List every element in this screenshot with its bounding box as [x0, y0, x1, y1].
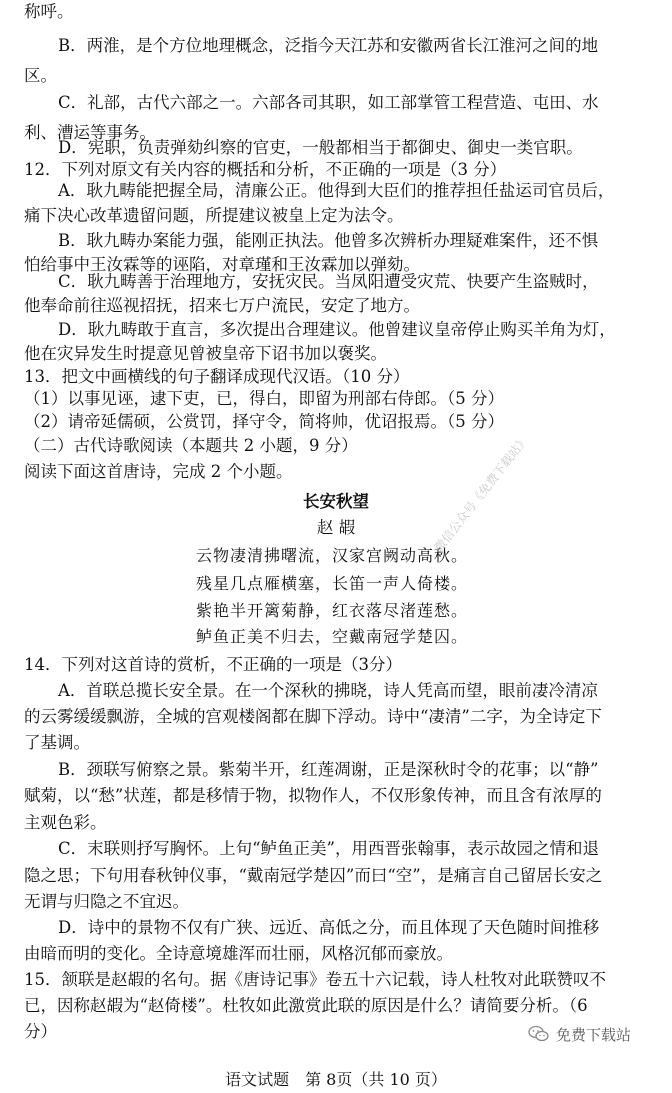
text-line: 的云雾缓缓飘游，全城的宫观楼阁都在脚下浮动。诗中“凄清”二字，为全诗定下 — [24, 707, 602, 726]
q13-part-1: （1）以事见诬，逮下吏，已，得白，即留为刑部右侍郎。（5 分） — [24, 389, 504, 408]
watermark-diagonal: 微信公众号《免费下载站》 — [431, 432, 532, 555]
option-b-line: B．两淮，是个方位地理概念，泛指今天江苏和安徽两省长江淮河之间的地 — [58, 36, 599, 55]
text-line: 了基调。 — [24, 733, 90, 752]
page-footer: 语文试题 第 8页（共 10 页） — [225, 1070, 447, 1089]
text-line: 他奉命前往巡视招抚，招来七万户流民，安定了地方。 — [24, 296, 420, 315]
poem-line: 紫艳半开篱菊静，红衣落尽渚莲愁。 — [196, 601, 469, 620]
option-d-line: D．耿九畴敢于直言，多次提出合理建议。他曾建议皇帝停止购买羊角为灯， — [58, 320, 616, 339]
option-a-line: A．首联总揽长安全景。在一个深秋的拂晓，诗人凭高而望，眼前凄冷清凉 — [58, 681, 598, 700]
watermark-brand — [528, 1023, 631, 1045]
question-12: 12．下列对原文有关内容的概括和分析，不正确的一项是（3 分） — [24, 160, 507, 179]
text-line: 称呼。 — [24, 2, 74, 21]
question-15: 15．颔联是赵嘏的名句。据《唐诗记事》卷五十六记载，诗人杜牧对此联赞叹不 — [24, 970, 606, 989]
poem-line: 云物凄清拂曙流，汉家宫阙动高秋。 — [196, 546, 469, 565]
text-line: 赋菊，以“愁”状莲，都是移情于物，拟物作人，不仅形象传神，而且含有浓厚的 — [24, 786, 602, 805]
text-line: 区。 — [24, 66, 57, 85]
text-line: 隐之思；下句用春秋钟仪事，“戴南冠学楚囚”而曰“空”，是痛言自己留居长安之 — [24, 866, 603, 885]
option-d-line: D．诗中的景物不仅有广狭、远近、高低之分，而且体现了天色随时间推移 — [58, 918, 600, 937]
text-line: 已，因称赵嘏为“赵倚楼”。杜牧如此激赏此联的原因是什么？请简要分析。（6 — [24, 996, 588, 1015]
question-13: 13．把文中画横线的句子翻译成现代汉语。（10 分） — [24, 367, 410, 386]
option-c-line: C．礼部，古代六部之一。六部各司其职，如工部掌管工程营造、屯田、水 — [58, 93, 599, 112]
q13-part-2: （2）请帝延儒硕，公赏罚，择守令，简将帅，优诏报焉。（5 分） — [24, 412, 504, 431]
poem-author: 赵 嘏 — [316, 518, 356, 537]
option-b-line: B．颈联写俯察之景。紫菊半开，红莲凋谢，正是深秋时令的花事；以“静” — [58, 760, 599, 779]
text-line: 分） — [24, 1022, 57, 1041]
option-a-line: A．耿九畴能把握全局，清廉公正。他得到大臣们的推荐担任盐运司官员后， — [58, 181, 615, 200]
poem-line: 鲈鱼正美不归去，空戴南冠学楚囚。 — [196, 627, 469, 646]
option-b-line: B．耿九畴办案能力强，能刚正执法。他曾多次辨析办理疑难案件，还不惧 — [58, 231, 599, 250]
text-line: 怕给事中王汝霖等的诬陷，对章瑾和王汝霖加以弹劾。 — [24, 255, 420, 274]
text-line: 利、漕运等事务。 — [24, 123, 156, 142]
text-line: 他在灾异发生时提意见曾被皇帝下诏书加以褒奖。 — [24, 344, 387, 363]
text-line: 主观色彩。 — [24, 813, 107, 832]
question-14: 14．下列对这首诗的赏析，不正确的一项是（3分） — [24, 655, 402, 674]
option-d-line: D．宪职，负责弹劾纠察的官吏，一般都相当于都御史、御史一类官职。 — [58, 138, 583, 157]
text-line: 无谓与归隐之不宜迟。 — [24, 892, 189, 911]
text-line: 痛下决心改革遗留问题，所提建议被皇上定为法令。 — [24, 206, 404, 225]
reading-instruction: 阅读下面这首唐诗，完成 2 个小题。 — [24, 462, 293, 481]
poem-line: 残星几点雁横塞，长笛一声人倚楼。 — [196, 574, 469, 593]
option-c-line: C．末联则抒写胸怀。上句“鲈鱼正美”，用西晋张翰事，表示故园之情和退 — [58, 839, 599, 858]
wechat-icon — [528, 1025, 550, 1043]
text-line: 由暗而明的变化。全诗意境雄浑而壮丽，风格沉郁而豪放。 — [24, 944, 453, 963]
option-c-line: C．耿九畴善于治理地方，安抚灾民。当凤阳遭受灾荒、快要产生盗贼时， — [58, 272, 599, 291]
watermark-brand-text: 免费下载站 — [556, 1025, 632, 1044]
section-heading: （二）古代诗歌阅读（本题共 2 小题，9 分） — [24, 436, 358, 455]
poem-title: 长安秋望 — [303, 492, 369, 511]
